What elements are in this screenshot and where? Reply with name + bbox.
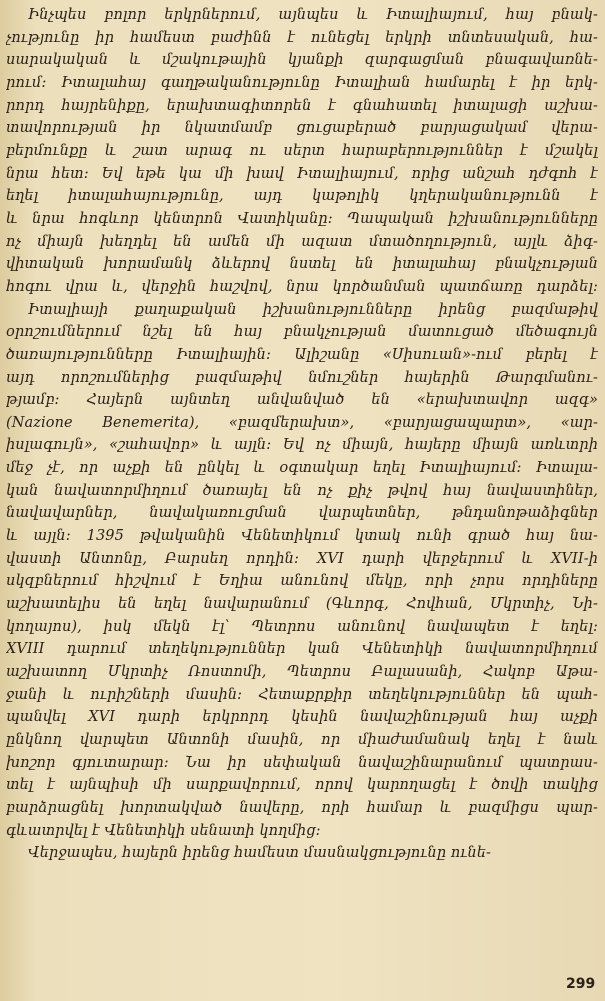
text-line: բերմունքը և շատ արագ ու սերտ հարաբերություններ է մշակել [6, 142, 598, 159]
text-line: չությունը իր համեստ բաժինն է ունեցել երկրի տնտեսական, հա- [6, 29, 598, 46]
text-line: և այլն։ 1395 թվականին Վենետիկում կտակ ունի գրած հայ նա- [6, 528, 598, 545]
text-line: աշխատելիս են եղել նավարանում (Գևորգ, Հովհան, Մկրտիչ, Նի- [6, 596, 598, 613]
text-line: րորդ հայրենիքը, երախտագիտորեն է գնահատել իտալացի աշխա- [6, 97, 598, 114]
text-line: խոշոր գյուտարար։ Նա իր սեփական նավաշինարանում պատրաս- [6, 754, 598, 771]
text-line: XVIII դարում տեղեկություններ կան Վենետիկի նավատորմիղում [6, 641, 598, 658]
text-line: կողայոս), իսկ մեկն էլ՝ Պետրոս անունով նավապետ է եղել։ [6, 618, 598, 635]
text-line: սարակական և մշակութային կյանքի զարգացման բնագավառնե- [6, 52, 598, 69]
text-line: Վերջապես, հայերն իրենց համեստ մասնակցությունը ունե- [28, 845, 492, 862]
text-line: այդ որոշումներից բազմաթիվ նմուշներ հայերին Թարգմանու- [6, 369, 598, 386]
text-line: տել է այնպիսի մի սարքավորում, որով կարողացել է ծովի տակից [6, 777, 598, 794]
text-line: իսլագույն», «շահավոր» և այլն։ Եվ ոչ միայն, հայերը միայն առևտրի [6, 437, 598, 454]
text-line: մեջ չէ, որ աչքի են ընկել և օգտակար եղել Իտալիայում։ Իտալա- [6, 460, 598, 477]
text-line: ոչ միայն խեղդել են ամեն մի ազատ մտածողություն, այլև ձիգ- [6, 233, 598, 250]
text-line: Ինչպես բոլոր երկրներում, այնպես և Իտալիայում, հայ բնակ- [28, 7, 598, 23]
body-text [6, 4, 598, 865]
text-line: նավավարներ, նավակառուցման վարպետներ, թնդանոթաձիգներ [6, 505, 598, 522]
text-line: ծառայությունները Իտալիային։ Ալիշանը «Սիսուան»-ում բերել է [6, 346, 598, 363]
text-line: և նրա հոգևոր կենտրոն Վատիկանը։ Պապական իշխանությունները [6, 210, 598, 227]
text-line: հոգու վրա և, վերջին հաշվով, նրա կործանման պատճառը դարձել։ [6, 278, 598, 295]
text-line: օրոշումներում նշել են հայ բնակչության մատուցած մեծագույն [6, 324, 598, 341]
text-line: րում։ Իտալահայ գաղթականությունը Իտալիան համարել է իր երկ- [6, 74, 598, 91]
text-line: աշխատող Մկրտիչ Ռոստոմի, Պետրոս Բալասանի, Հակոբ Աթա- [6, 664, 598, 681]
text-line: թյամբ։ Հայերն այնտեղ անվանված են «երախտավոր ազգ» [6, 392, 598, 409]
text-line: նրա հետ։ Եվ եթե կա մի խավ Իտալիայում, որից անշահ դժգոհ է [6, 165, 598, 182]
page-number: 299 [566, 976, 596, 992]
text-line: պանվել XVI դարի երկրորդ կեսին նավաշինության հայ աչքի [6, 709, 598, 726]
text-line: ընկնող վարպետ Անտոնի մասին, որ միաժամանակ եղել է նաև [6, 732, 598, 748]
text-line: սկզբներում հիշվում է Եղիա անունով մեկը, որի չորս որդիները [6, 573, 598, 590]
text-line: բարձրացնել խորտակված նավերը, որի համար և բազմիցս պար- [6, 799, 598, 816]
text-line: վաստի Անտոնը, Բարսեղ որդին։ XVI դարի վերջերում և XVII-ի [6, 550, 598, 567]
text-line: վիտական խորամանկ ձևերով նստել են իտալահայ բնակչության [6, 256, 598, 273]
text-line: գևատրվել է Վենետիկի սենատի կողմից։ [6, 822, 321, 839]
text-line: կան նավատորմիղում ծառայել են ոչ քիչ թվով հայ նավաստիներ, [6, 482, 598, 499]
text-line: ջանի և ուրիշների մասին։ Հետաքրքիր տեղեկություններ են պահ- [6, 686, 598, 703]
text-line: (Nazione Benemerita), «բազմերախտ», «բարյացապարտ», «ար- [6, 414, 598, 431]
text-line: Իտալիայի քաղաքական իշխանությունները իրենց բազմաթիվ [28, 301, 598, 318]
text-line: տավորության իր նկատմամբ ցուցաբերած բարյացակամ վերա- [6, 120, 598, 137]
text-line: եղել իտալահայությունը, այդ կաթոլիկ կղերականությունն է [6, 188, 598, 205]
